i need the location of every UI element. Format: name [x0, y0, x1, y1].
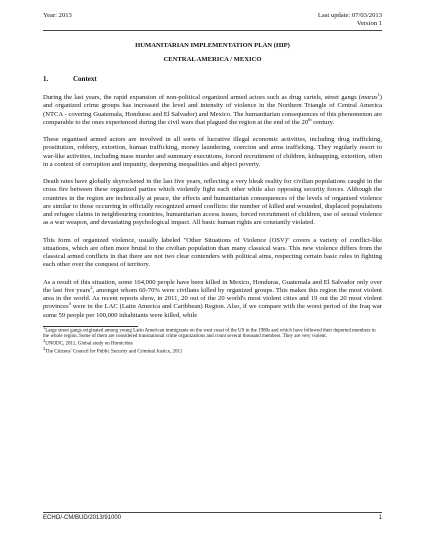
header-version: Version 1 [356, 20, 382, 27]
footnote-2-number: 2 [43, 338, 46, 344]
document-subtitle: CENTRAL AMERICA / MEXICO [163, 56, 262, 63]
footer-page-number: 1 [378, 515, 382, 521]
paragraph-5 [43, 279, 382, 320]
document-title: HUMANITARIAN IMPLEMENTATION PLAN (HIP) [135, 42, 290, 49]
paragraph-5-text-a: As a result of this situation, some 164,000 people have been killed in Mexico, Honduras, Guatemala and El Salvador only over the last five years [43, 278, 382, 294]
paragraph-5-text-b: , amongst whom 60-70% were civilians killed by organized groups. This makes this region the most violent area in the world. As recent reports show, in 2011, 20 out of the 20 world's most violent cities and 19 out the 20 most violent provinces [43, 286, 382, 311]
footnote-ref-1: 1 [377, 91, 380, 97]
footnote-1 [43, 324, 382, 344]
footnote-ref-2: 2 [90, 284, 93, 290]
section-title: Context [73, 75, 97, 83]
paragraph-1-text-b: ) and organized crime groups has increased the level and intensity of violence in the Northern Triangle of Central America (NTCA - covering Guatemala, Honduras and El Salvador) and Mexico. The humanitarian consequences of this phenomenon are comparable to the ones experienced during the civil wars that plagued the region at the end of the 20 [43, 94, 382, 126]
paragraph-3: Death rates have globally skyrocketed in the last five years, reflecting a very bleak reality for civilian populations caught in the cross fire between these organized parties which violently fight each other while also opposing security forces. Although the countries in the region are technically at peace, the effects and humanitarian consequences of the levels of organised violence are similar to those occurring in officially recognized armed conflicts: the number of killed and wounded, displaced populations and refugee claims in neighbouring countries, humanitarian access issues, forced recruitment of children, use of sexual violence as a war weapon, and devastating psychological impact. All basic human rights are constantly violated. [43, 178, 382, 227]
section-heading [43, 75, 382, 84]
footnote-2 [43, 338, 382, 348]
paragraph-5-text-c: were in the LAC (Latin America and Caribbean) Region. Also, if we compare with the worst period of the Iraq war some 59 people per 100,000 inhabitants were killed, while [43, 303, 382, 319]
paragraph-2: These organised armed actors are involved in all sorts of lucrative illegal economic activities, including drug trafficking, prostitution, robbery, extortion, human trafficking, money laundering, coercion and arms trafficking. They regularly resort to war-like activities, including mass murder and summary executions, forced recruitment of children, kidnapping, extortion, often in a context of corruption and impunity, deepening inequalities and abject poverty. [43, 136, 382, 168]
header-year: Year: 2013 [43, 12, 72, 19]
footer-doc-ref: ECHO/-CM/BUD/2013/91000 [43, 515, 122, 521]
header-right [318, 12, 382, 28]
paragraph-1-text-c: century. [311, 118, 335, 126]
ordinal-suffix: th [308, 116, 312, 122]
section-number: 1. [43, 75, 49, 83]
footnote-1-text: Large street gangs originated among young Latin American immigrants on the west coast of the US in the 1980s and which have followed their deported members in the whole region. Some of them are considered transnational crime organizations and count several thousand members. They are very violent. [43, 328, 376, 340]
paragraph-1-text-a: During the last years, the rapid expansion of non-political organized armed actors such as drug cartels, street gangs ( [43, 94, 362, 101]
header-divider [43, 30, 382, 31]
paragraph-4: This form of organized violence, usually labeled "Other Situations of Violence (OSV)" covers a variety of conflict-like situations, which are often more brutal to the civilian population than many classical wars. This new violence differs from the classical armed conflicts in that there are not two clear contenders with political aims, respecting certain basic rules in fighting each other over the conquest of territory. [43, 236, 382, 269]
footnote-ref-3: 3 [68, 301, 71, 307]
footnote-3-number: 3 [43, 346, 46, 352]
footnote-3 [43, 346, 382, 356]
footnote-1-number: 1 [43, 324, 46, 330]
footnote-separator [43, 326, 138, 327]
footnote-3-text: The Citizens' Council for Public Security and Criminal Justice, 2011 [45, 349, 183, 355]
page-footer [43, 512, 382, 521]
header-last-update: Last update: 07/03/2013 [317, 12, 382, 19]
paragraph-1 [43, 91, 382, 127]
term-maras: maras [361, 94, 378, 101]
footnote-2-text: UNODC, 2011, Global study on Homicides [45, 342, 133, 348]
page-header [43, 12, 382, 28]
